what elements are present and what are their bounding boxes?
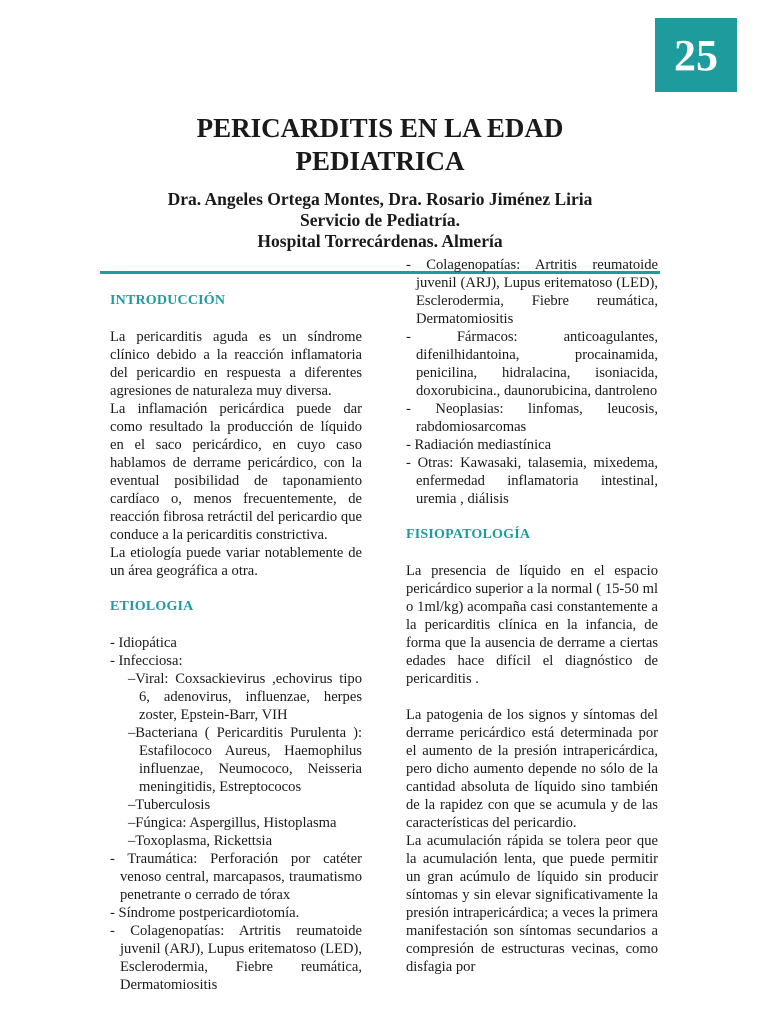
author-names: Dra. Angeles Ortega Montes, Dra. Rosario Jiménez Liria [167,189,593,209]
fisiopatologia-paragraph-3: La acumulación rápida se tolera peor que la acumulación lenta, que puede permitir un gran acúmulo de líquido sin producir síntomas y sin elevar significativamente la presión intrapericárdica; a veces la primera manifestación son síntomas secundarios a compresión de estructuras vecinas, como disfagia por [406,833,658,975]
etiology-list [110,634,362,670]
author-hospital: Hospital Torrecárdenas. Almería [257,231,503,251]
colagenopatias-continuation [406,257,658,328]
etiology-item-radiacion: - Radiación mediastínica [406,437,552,453]
etiology-item-otras: - Otras: Kawasaki, talasemia, mixedema, enfermedad inflamatoria intestinal, uremia , diálisis [406,455,658,507]
etiology-item-idiopatica: - Idiopática [110,635,177,651]
list-item: –Tuberculosis [128,797,211,813]
title-line-2: PEDIATRICA [295,146,465,176]
title-line-1: PERICARDITIS EN LA EDAD [196,113,564,143]
list-item: –Viral: Coxsackievirus ,echovirus tipo 6, adenovirus, influenzae, herpes zoster, Epstein-Barr, VIH [128,671,362,723]
left-column [110,292,362,993]
etiology-item-neoplasias: - Neoplasias: linfomas, leucosis, rabdomiosarcomas [406,401,658,435]
list-item: –Fúngica: Aspergillus, Histoplasma [128,815,337,831]
document-title [90,112,670,178]
fisiopatologia-paragraph-2: La patogenia de los signos y síntomas del derrame pericárdico está determinada por el aumento de la presión intrapericárdica, pero dicho aumento depende no sólo de la cantidad absoluta de líquido sino también de la rapidez con que se acumula y de las características del pericardio. [406,707,658,831]
section-heading-introduccion: INTRODUCCIÓN [110,293,226,308]
right-column [406,257,658,976]
etiology-item-postpericardiotomia: - Síndrome postpericardiotomía. [110,905,300,921]
authors-block [90,189,670,252]
etiology-item-farmacos: - Fármacos: anticoagulantes, difenilhidantoina, procainamida, penicilina, hidralacina, isoniacida, doxorubicina., daunorubicina, dantroleno [406,329,658,399]
section-heading-fisiopatologia: FISIOPATOLOGÍA [406,527,531,542]
etiology-item-infecciosa: - Infecciosa: [110,653,183,669]
etiology-list-right [406,328,658,508]
author-department: Servicio de Pediatría. [300,210,460,230]
list-item: –Toxoplasma, Rickettsia [128,833,273,849]
chapter-number-badge: 25 [655,18,737,92]
list-item: –Bacteriana ( Pericarditis Purulenta ): Estafilococo Aureus, Haemophilus influenzae, Neumococo, Neisseria meningitidis, Estreptococos [128,725,362,795]
infecciosa-sublist [110,670,362,850]
etiology-list-continued [110,850,362,993]
fisiopatologia-paragraph-1: La presencia de líquido en el espacio pericárdico superior a la normal ( 15-50 ml o 1ml/kg) acompaña casi constantemente a la pericarditis clínica en la infancia, de forma que la ausencia de derrame a ciertas edades hace difícil el diagnóstico de pericarditis . [406,563,658,687]
intro-paragraph-1: La pericarditis aguda es un síndrome clínico debido a la reacción inflamatoria del pericardio en respuesta a diferentes agresiones de naturaleza muy diversa. [110,329,362,399]
intro-paragraph-3: La etiología puede variar notablemente de un área geográfica a otra. [110,545,362,579]
colagenopatias-continued-text: - Colagenopatías: Artritis reumatoide juvenil (ARJ), Lupus eritematoso (LED), Esclerodermia, Fiebre reumática, Dermatomiositis [406,257,658,327]
etiology-item-traumatica: - Traumática: Perforación por catéter venoso central, marcapasos, traumatismo penetrante o cerrado de tórax [110,851,362,903]
etiology-item-colagenopatias: - Colagenopatías: Artritis reumatoide juvenil (ARJ), Lupus eritematoso (LED), Esclerodermia, Fiebre reumática, Dermatomiositis [110,923,362,993]
intro-paragraph-2: La inflamación pericárdica puede dar como resultado la producción de líquido en el saco pericárdico, en cuyo caso hablamos de derrame pericárdico, con la eventual posibilidad de taponamiento cardíaco o, menos frecuentemente, de reacción fibrosa retráctil del pericardio que conduce a la pericarditis constrictiva. [110,401,362,543]
section-heading-etiologia: ETIOLOGIA [110,599,194,614]
